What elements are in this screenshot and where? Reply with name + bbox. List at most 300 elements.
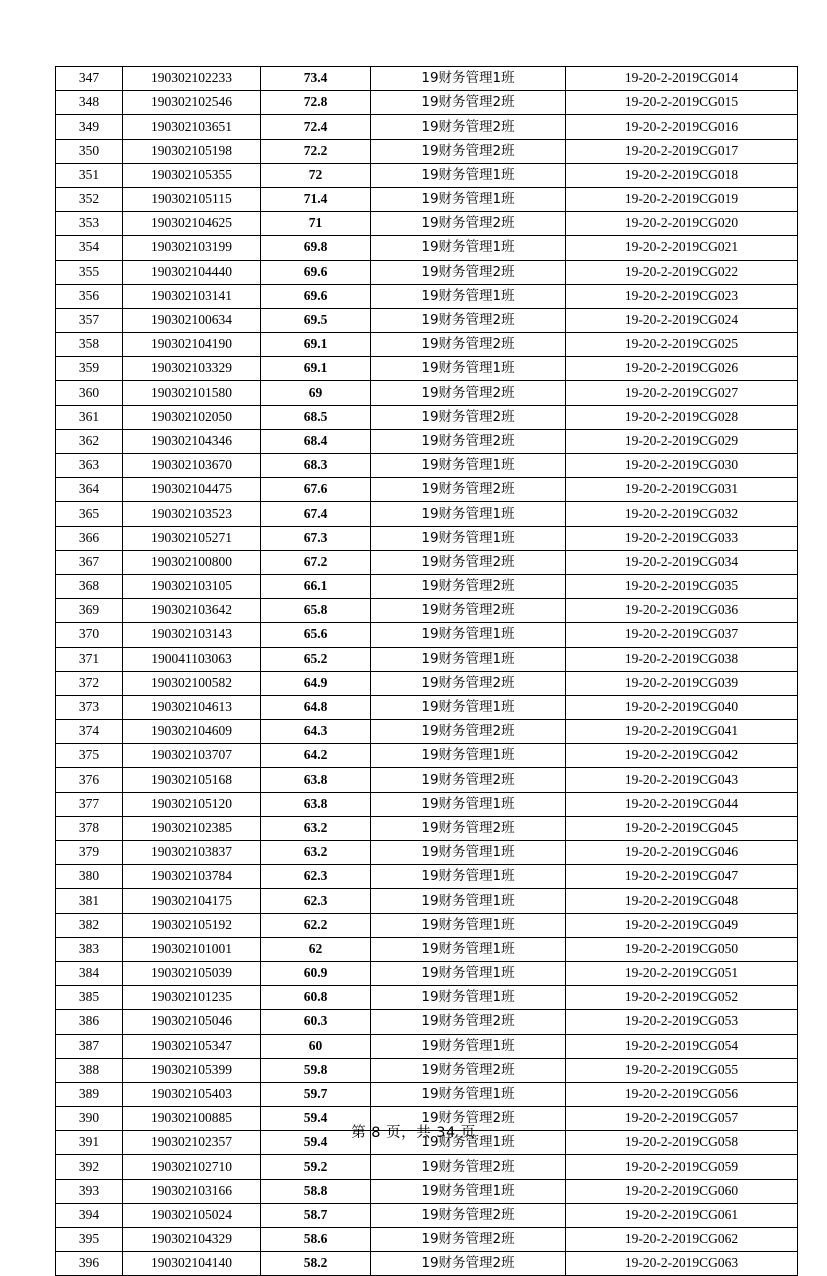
table-cell-index: 387 [56, 1034, 123, 1058]
table-cell-student_no: 190302105115 [123, 187, 261, 211]
table-cell-exam_code: 19-20-2-2019CG032 [566, 502, 798, 526]
table-cell-exam_code: 19-20-2-2019CG022 [566, 260, 798, 284]
table-cell-score: 65.2 [261, 647, 371, 671]
table-cell-score: 68.5 [261, 405, 371, 429]
table-cell-class_name: 19财务管理2班 [371, 1252, 566, 1276]
table-cell-student_no: 190302105046 [123, 1010, 261, 1034]
table-cell-class_name: 19财务管理2班 [371, 574, 566, 598]
table-cell-class_name: 19财务管理1班 [371, 187, 566, 211]
table-cell-class_name: 19财务管理2班 [371, 599, 566, 623]
table-cell-class_name: 19财务管理2班 [371, 1010, 566, 1034]
table-cell-index: 363 [56, 454, 123, 478]
table-cell-exam_code: 19-20-2-2019CG041 [566, 720, 798, 744]
table-cell-class_name: 19财务管理2班 [371, 381, 566, 405]
table-cell-index: 352 [56, 187, 123, 211]
table-cell-student_no: 190302100885 [123, 1107, 261, 1131]
table-cell-index: 371 [56, 647, 123, 671]
table-cell-index: 364 [56, 478, 123, 502]
table-cell-index: 355 [56, 260, 123, 284]
table-cell-score: 62.2 [261, 913, 371, 937]
table-cell-exam_code: 19-20-2-2019CG017 [566, 139, 798, 163]
table-cell-class_name: 19财务管理2班 [371, 816, 566, 840]
table-cell-class_name: 19财务管理1班 [371, 236, 566, 260]
table-cell-exam_code: 19-20-2-2019CG058 [566, 1131, 798, 1155]
table-cell-score: 59.8 [261, 1058, 371, 1082]
table-cell-class_name: 19财务管理1班 [371, 454, 566, 478]
table-cell-class_name: 19财务管理1班 [371, 865, 566, 889]
table-cell-class_name: 19财务管理1班 [371, 163, 566, 187]
table-cell-score: 72 [261, 163, 371, 187]
table-cell-index: 368 [56, 574, 123, 598]
table-cell-exam_code: 19-20-2-2019CG063 [566, 1252, 798, 1276]
table-row [56, 139, 798, 163]
table-row [56, 961, 798, 985]
table-cell-index: 370 [56, 623, 123, 647]
table-cell-student_no: 190302105024 [123, 1203, 261, 1227]
table-cell-index: 358 [56, 333, 123, 357]
table-cell-score: 59.4 [261, 1107, 371, 1131]
table-row [56, 333, 798, 357]
table-cell-score: 58.2 [261, 1252, 371, 1276]
table-cell-student_no: 190302104329 [123, 1228, 261, 1252]
table-cell-index: 379 [56, 841, 123, 865]
table-cell-score: 68.3 [261, 454, 371, 478]
table-cell-student_no: 190302104625 [123, 212, 261, 236]
table-cell-index: 386 [56, 1010, 123, 1034]
table-cell-index: 380 [56, 865, 123, 889]
table-row [56, 1010, 798, 1034]
table-cell-student_no: 190302102357 [123, 1131, 261, 1155]
table-cell-class_name: 19财务管理2班 [371, 260, 566, 284]
table-cell-class_name: 19财务管理1班 [371, 284, 566, 308]
table-cell-class_name: 19财务管理1班 [371, 841, 566, 865]
table-cell-exam_code: 19-20-2-2019CG033 [566, 526, 798, 550]
table-cell-index: 361 [56, 405, 123, 429]
table-row [56, 478, 798, 502]
table-cell-exam_code: 19-20-2-2019CG059 [566, 1155, 798, 1179]
table-row [56, 1179, 798, 1203]
table-cell-student_no: 190302103105 [123, 574, 261, 598]
table-cell-score: 65.8 [261, 599, 371, 623]
table-row [56, 1082, 798, 1106]
table-cell-exam_code: 19-20-2-2019CG020 [566, 212, 798, 236]
table-cell-exam_code: 19-20-2-2019CG049 [566, 913, 798, 937]
table-cell-exam_code: 19-20-2-2019CG036 [566, 599, 798, 623]
table-cell-score: 62.3 [261, 889, 371, 913]
table-cell-index: 385 [56, 986, 123, 1010]
table-row [56, 1252, 798, 1276]
table-row [56, 768, 798, 792]
table-cell-exam_code: 19-20-2-2019CG061 [566, 1203, 798, 1227]
table-cell-score: 60.9 [261, 961, 371, 985]
table-row [56, 671, 798, 695]
table-cell-index: 369 [56, 599, 123, 623]
table-cell-index: 396 [56, 1252, 123, 1276]
table-cell-student_no: 190302100800 [123, 550, 261, 574]
table-cell-score: 69.5 [261, 308, 371, 332]
table-cell-exam_code: 19-20-2-2019CG055 [566, 1058, 798, 1082]
table-cell-student_no: 190302105271 [123, 526, 261, 550]
table-cell-index: 377 [56, 792, 123, 816]
table-cell-score: 67.6 [261, 478, 371, 502]
table-cell-class_name: 19财务管理2班 [371, 720, 566, 744]
table-cell-score: 72.8 [261, 91, 371, 115]
table-cell-score: 69.6 [261, 284, 371, 308]
table-cell-student_no: 190302102050 [123, 405, 261, 429]
table-cell-index: 366 [56, 526, 123, 550]
table-row [56, 284, 798, 308]
table-cell-class_name: 19财务管理1班 [371, 913, 566, 937]
table-cell-student_no: 190302105120 [123, 792, 261, 816]
table-row [56, 115, 798, 139]
table-cell-index: 378 [56, 816, 123, 840]
table-cell-class_name: 19财务管理1班 [371, 695, 566, 719]
page-footer: 第 8 页，共 34 页 [351, 1125, 476, 1141]
table-cell-index: 394 [56, 1203, 123, 1227]
table-cell-exam_code: 19-20-2-2019CG050 [566, 937, 798, 961]
table-cell-exam_code: 19-20-2-2019CG062 [566, 1228, 798, 1252]
table-cell-student_no: 190302101235 [123, 986, 261, 1010]
table-cell-student_no: 190302105192 [123, 913, 261, 937]
table-cell-student_no: 190302105168 [123, 768, 261, 792]
table-cell-score: 69 [261, 381, 371, 405]
table-row [56, 865, 798, 889]
table-cell-class_name: 19财务管理2班 [371, 768, 566, 792]
table-cell-exam_code: 19-20-2-2019CG021 [566, 236, 798, 260]
table-cell-score: 64.8 [261, 695, 371, 719]
table-row [56, 913, 798, 937]
table-cell-exam_code: 19-20-2-2019CG025 [566, 333, 798, 357]
table-cell-student_no: 190302102233 [123, 67, 261, 91]
table-cell-student_no: 190302104475 [123, 478, 261, 502]
table-row [56, 744, 798, 768]
table-cell-score: 72.2 [261, 139, 371, 163]
table-cell-exam_code: 19-20-2-2019CG054 [566, 1034, 798, 1058]
table-cell-index: 360 [56, 381, 123, 405]
table-cell-score: 58.8 [261, 1179, 371, 1203]
table-cell-score: 69.6 [261, 260, 371, 284]
table-cell-score: 59.7 [261, 1082, 371, 1106]
table-cell-exam_code: 19-20-2-2019CG053 [566, 1010, 798, 1034]
table-cell-exam_code: 19-20-2-2019CG046 [566, 841, 798, 865]
table-cell-exam_code: 19-20-2-2019CG030 [566, 454, 798, 478]
table-cell-class_name: 19财务管理1班 [371, 744, 566, 768]
table-row [56, 1228, 798, 1252]
table-cell-exam_code: 19-20-2-2019CG037 [566, 623, 798, 647]
table-cell-index: 362 [56, 429, 123, 453]
table-cell-class_name: 19财务管理2班 [371, 212, 566, 236]
table-cell-student_no: 190302105347 [123, 1034, 261, 1058]
table-cell-exam_code: 19-20-2-2019CG047 [566, 865, 798, 889]
table-row [56, 187, 798, 211]
table-cell-class_name: 19财务管理1班 [371, 961, 566, 985]
table-cell-exam_code: 19-20-2-2019CG029 [566, 429, 798, 453]
table-row [56, 889, 798, 913]
table-cell-exam_code: 19-20-2-2019CG056 [566, 1082, 798, 1106]
table-cell-student_no: 190302104609 [123, 720, 261, 744]
table-cell-student_no: 190302103199 [123, 236, 261, 260]
table-cell-class_name: 19财务管理2班 [371, 478, 566, 502]
table-cell-score: 69.8 [261, 236, 371, 260]
table-row [56, 381, 798, 405]
table-cell-class_name: 19财务管理1班 [371, 623, 566, 647]
table-cell-exam_code: 19-20-2-2019CG014 [566, 67, 798, 91]
table-cell-class_name: 19财务管理1班 [371, 1131, 566, 1155]
table-cell-class_name: 19财务管理2班 [371, 405, 566, 429]
table-cell-index: 359 [56, 357, 123, 381]
table-row [56, 526, 798, 550]
table-row [56, 1034, 798, 1058]
table-cell-exam_code: 19-20-2-2019CG024 [566, 308, 798, 332]
table-cell-score: 59.2 [261, 1155, 371, 1179]
table-cell-exam_code: 19-20-2-2019CG038 [566, 647, 798, 671]
table-cell-index: 354 [56, 236, 123, 260]
table-cell-index: 347 [56, 67, 123, 91]
table-cell-score: 73.4 [261, 67, 371, 91]
table-cell-score: 63.2 [261, 841, 371, 865]
table-cell-class_name: 19财务管理1班 [371, 526, 566, 550]
table-cell-student_no: 190302103784 [123, 865, 261, 889]
table-cell-exam_code: 19-20-2-2019CG043 [566, 768, 798, 792]
table-cell-score: 69.1 [261, 357, 371, 381]
table-cell-score: 67.2 [261, 550, 371, 574]
table-row [56, 695, 798, 719]
table-cell-student_no: 190302105198 [123, 139, 261, 163]
table-cell-index: 382 [56, 913, 123, 937]
table-cell-class_name: 19财务管理1班 [371, 67, 566, 91]
table-cell-student_no: 190302102385 [123, 816, 261, 840]
table-row [56, 1155, 798, 1179]
table-cell-index: 392 [56, 1155, 123, 1179]
table-cell-class_name: 19财务管理2班 [371, 429, 566, 453]
table-row [56, 1203, 798, 1227]
table-row [56, 91, 798, 115]
table-row [56, 816, 798, 840]
table-cell-exam_code: 19-20-2-2019CG018 [566, 163, 798, 187]
table-cell-index: 388 [56, 1058, 123, 1082]
table-cell-student_no: 190302103329 [123, 357, 261, 381]
table-row [56, 599, 798, 623]
table-cell-score: 64.3 [261, 720, 371, 744]
table-cell-student_no: 190302103642 [123, 599, 261, 623]
table-cell-student_no: 190302103651 [123, 115, 261, 139]
table-cell-class_name: 19财务管理1班 [371, 1179, 566, 1203]
table-cell-score: 65.6 [261, 623, 371, 647]
table-cell-index: 389 [56, 1082, 123, 1106]
table-cell-student_no: 190302104440 [123, 260, 261, 284]
table-cell-index: 348 [56, 91, 123, 115]
table-cell-exam_code: 19-20-2-2019CG060 [566, 1179, 798, 1203]
table-cell-student_no: 190302105355 [123, 163, 261, 187]
table-row [56, 212, 798, 236]
grades-table [55, 66, 798, 1276]
table-cell-student_no: 190302105403 [123, 1082, 261, 1106]
table-cell-exam_code: 19-20-2-2019CG019 [566, 187, 798, 211]
table-cell-index: 349 [56, 115, 123, 139]
table-cell-score: 67.4 [261, 502, 371, 526]
table-cell-student_no: 190302102710 [123, 1155, 261, 1179]
table-cell-exam_code: 19-20-2-2019CG044 [566, 792, 798, 816]
table-cell-exam_code: 19-20-2-2019CG015 [566, 91, 798, 115]
table-cell-student_no: 190302101001 [123, 937, 261, 961]
table-cell-student_no: 190302103707 [123, 744, 261, 768]
table-cell-student_no: 190302103141 [123, 284, 261, 308]
table-cell-class_name: 19财务管理2班 [371, 1107, 566, 1131]
table-cell-exam_code: 19-20-2-2019CG040 [566, 695, 798, 719]
table-cell-exam_code: 19-20-2-2019CG028 [566, 405, 798, 429]
table-cell-student_no: 190302103670 [123, 454, 261, 478]
table-cell-class_name: 19财务管理2班 [371, 1058, 566, 1082]
table-row [56, 647, 798, 671]
table-cell-score: 69.1 [261, 333, 371, 357]
table-cell-student_no: 190302104140 [123, 1252, 261, 1276]
table-cell-student_no: 190302102546 [123, 91, 261, 115]
table-row [56, 429, 798, 453]
table-cell-class_name: 19财务管理1班 [371, 937, 566, 961]
table-cell-index: 373 [56, 695, 123, 719]
table-cell-index: 395 [56, 1228, 123, 1252]
table-cell-index: 350 [56, 139, 123, 163]
table-cell-exam_code: 19-20-2-2019CG023 [566, 284, 798, 308]
table-cell-student_no: 190302100634 [123, 308, 261, 332]
table-cell-score: 62 [261, 937, 371, 961]
table-cell-index: 353 [56, 212, 123, 236]
table-cell-class_name: 19财务管理1班 [371, 1082, 566, 1106]
table-cell-exam_code: 19-20-2-2019CG052 [566, 986, 798, 1010]
table-cell-score: 72.4 [261, 115, 371, 139]
table-cell-class_name: 19财务管理1班 [371, 986, 566, 1010]
table-cell-score: 63.8 [261, 792, 371, 816]
table-cell-class_name: 19财务管理2班 [371, 1228, 566, 1252]
table-cell-class_name: 19财务管理2班 [371, 308, 566, 332]
table-row [56, 308, 798, 332]
table-cell-index: 367 [56, 550, 123, 574]
table-cell-exam_code: 19-20-2-2019CG051 [566, 961, 798, 985]
table-row [56, 792, 798, 816]
table-cell-student_no: 190302103837 [123, 841, 261, 865]
table-cell-exam_code: 19-20-2-2019CG031 [566, 478, 798, 502]
table-cell-student_no: 190302104175 [123, 889, 261, 913]
table-cell-exam_code: 19-20-2-2019CG034 [566, 550, 798, 574]
table-cell-class_name: 19财务管理1班 [371, 357, 566, 381]
table-cell-class_name: 19财务管理2班 [371, 671, 566, 695]
table-cell-exam_code: 19-20-2-2019CG026 [566, 357, 798, 381]
table-cell-index: 365 [56, 502, 123, 526]
table-cell-class_name: 19财务管理1班 [371, 502, 566, 526]
table-cell-index: 356 [56, 284, 123, 308]
table-cell-class_name: 19财务管理1班 [371, 792, 566, 816]
table-cell-index: 393 [56, 1179, 123, 1203]
table-row [56, 720, 798, 744]
table-row [56, 236, 798, 260]
table-cell-student_no: 190302104190 [123, 333, 261, 357]
table-cell-index: 383 [56, 937, 123, 961]
table-cell-class_name: 19财务管理1班 [371, 889, 566, 913]
table-cell-student_no: 190302103523 [123, 502, 261, 526]
table-cell-index: 375 [56, 744, 123, 768]
table-cell-student_no: 190302105039 [123, 961, 261, 985]
table-row [56, 357, 798, 381]
table-cell-score: 60 [261, 1034, 371, 1058]
table-cell-index: 384 [56, 961, 123, 985]
table-cell-class_name: 19财务管理2班 [371, 550, 566, 574]
table-cell-score: 58.7 [261, 1203, 371, 1227]
table-row [56, 841, 798, 865]
table-row [56, 937, 798, 961]
table-cell-class_name: 19财务管理1班 [371, 647, 566, 671]
table-cell-exam_code: 19-20-2-2019CG048 [566, 889, 798, 913]
table-cell-score: 59.4 [261, 1131, 371, 1155]
table-cell-index: 376 [56, 768, 123, 792]
table-cell-class_name: 19财务管理2班 [371, 1155, 566, 1179]
table-cell-student_no: 190302104346 [123, 429, 261, 453]
table-cell-score: 63.2 [261, 816, 371, 840]
table-row [56, 405, 798, 429]
table-cell-index: 391 [56, 1131, 123, 1155]
table-cell-exam_code: 19-20-2-2019CG027 [566, 381, 798, 405]
table-cell-class_name: 19财务管理2班 [371, 1203, 566, 1227]
table-cell-index: 351 [56, 163, 123, 187]
table-cell-exam_code: 19-20-2-2019CG039 [566, 671, 798, 695]
table-row [56, 454, 798, 478]
table-cell-student_no: 190302104613 [123, 695, 261, 719]
table-cell-student_no: 190302105399 [123, 1058, 261, 1082]
table-row [56, 623, 798, 647]
table-cell-exam_code: 19-20-2-2019CG035 [566, 574, 798, 598]
table-cell-exam_code: 19-20-2-2019CG042 [566, 744, 798, 768]
table-cell-score: 64.2 [261, 744, 371, 768]
table-cell-score: 68.4 [261, 429, 371, 453]
table-cell-score: 63.8 [261, 768, 371, 792]
table-cell-index: 357 [56, 308, 123, 332]
table-cell-index: 374 [56, 720, 123, 744]
table-cell-class_name: 19财务管理2班 [371, 333, 566, 357]
table-row [56, 574, 798, 598]
table-cell-student_no: 190302100582 [123, 671, 261, 695]
table-row [56, 67, 798, 91]
table-cell-index: 381 [56, 889, 123, 913]
table-cell-student_no: 190041103063 [123, 647, 261, 671]
table-cell-score: 60.8 [261, 986, 371, 1010]
table-cell-score: 71.4 [261, 187, 371, 211]
table-cell-score: 64.9 [261, 671, 371, 695]
table-row [56, 163, 798, 187]
table-cell-exam_code: 19-20-2-2019CG045 [566, 816, 798, 840]
table-cell-score: 62.3 [261, 865, 371, 889]
table-cell-class_name: 19财务管理2班 [371, 139, 566, 163]
table-cell-student_no: 190302101580 [123, 381, 261, 405]
table-cell-exam_code: 19-20-2-2019CG016 [566, 115, 798, 139]
table-row [56, 550, 798, 574]
table-cell-index: 390 [56, 1107, 123, 1131]
table-row [56, 502, 798, 526]
table-cell-class_name: 19财务管理2班 [371, 91, 566, 115]
grades-table-body [56, 67, 798, 1276]
table-cell-class_name: 19财务管理2班 [371, 115, 566, 139]
table-cell-score: 60.3 [261, 1010, 371, 1034]
table-cell-exam_code: 19-20-2-2019CG057 [566, 1107, 798, 1131]
table-cell-class_name: 19财务管理1班 [371, 1034, 566, 1058]
table-cell-score: 58.6 [261, 1228, 371, 1252]
table-row [56, 1058, 798, 1082]
table-cell-score: 71 [261, 212, 371, 236]
table-cell-student_no: 190302103166 [123, 1179, 261, 1203]
table-row [56, 986, 798, 1010]
table-cell-score: 66.1 [261, 574, 371, 598]
table-row [56, 260, 798, 284]
table-cell-student_no: 190302103143 [123, 623, 261, 647]
table-cell-score: 67.3 [261, 526, 371, 550]
